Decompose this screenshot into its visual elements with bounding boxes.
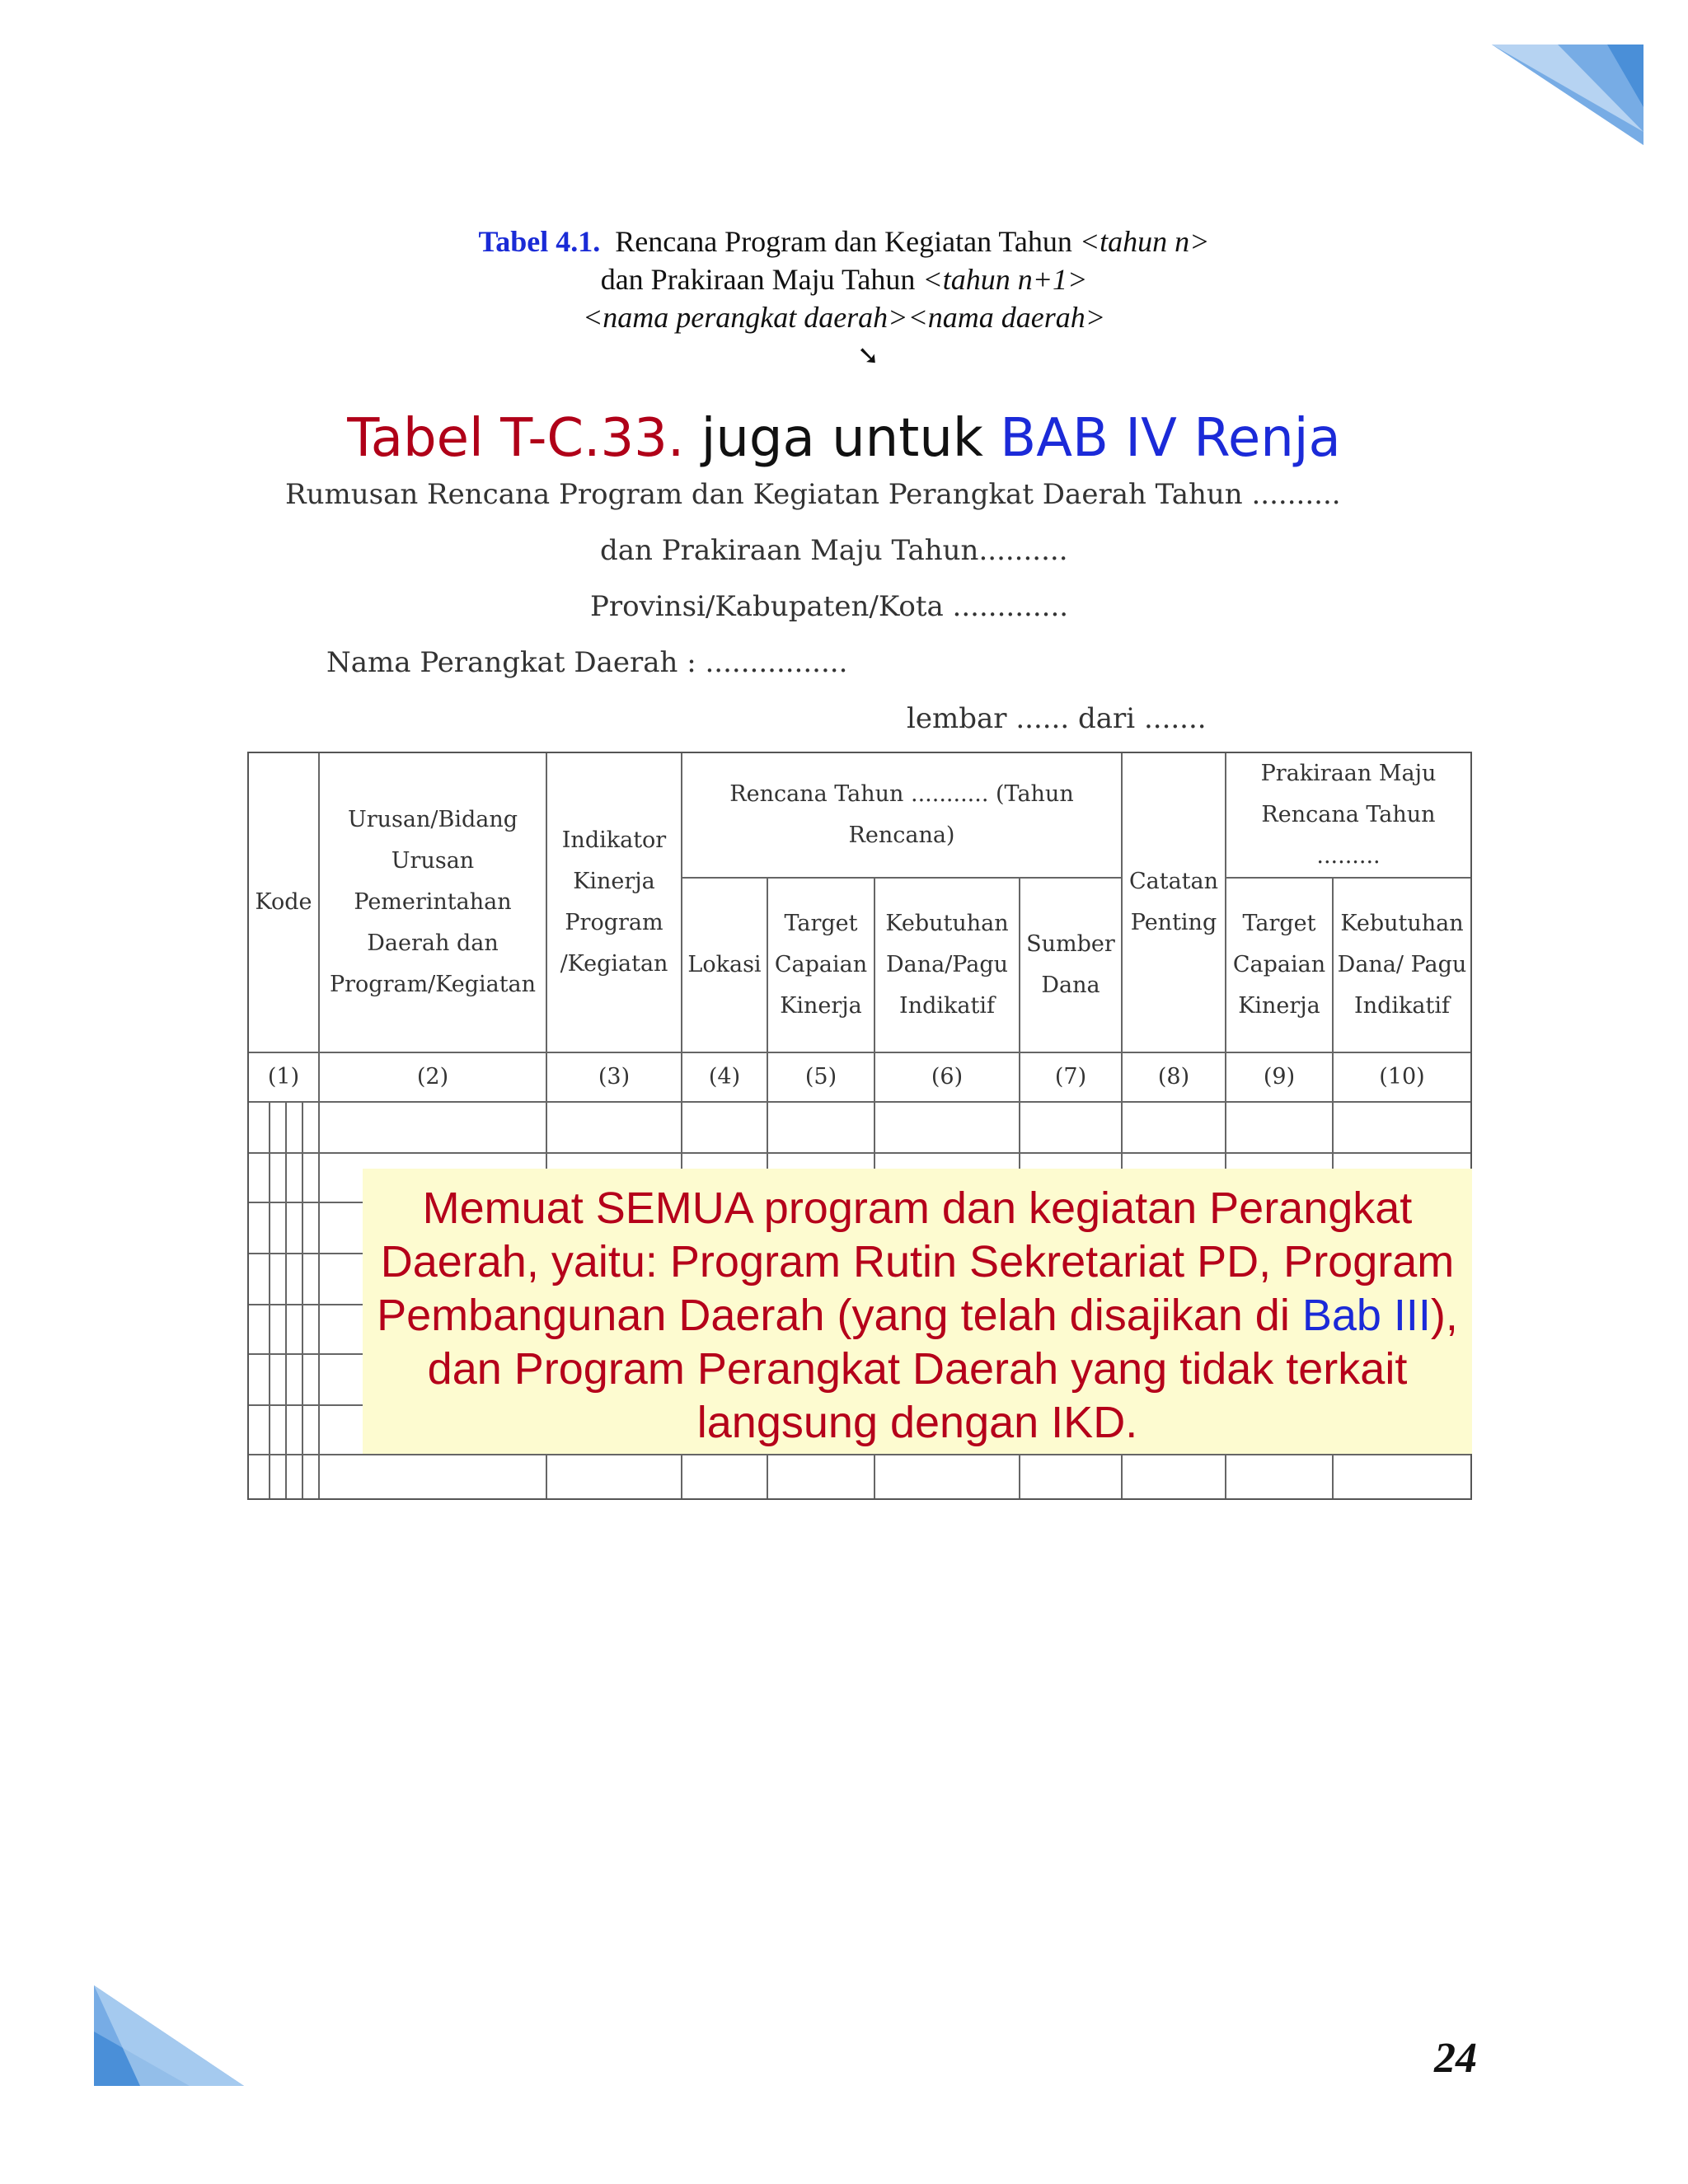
arrow-down-icon: ➘: [857, 340, 879, 370]
note-text-1: Memuat SEMUA program dan kegiatan Perangkat Daerah, yaitu: Program Rutin Sekretariat PD, Program Pembangunan Daerah (yang telah disajikan di: [377, 1183, 1455, 1340]
col-number: (5): [804, 1064, 837, 1090]
header-lokasi: Lokasi: [687, 952, 762, 977]
col-number: (7): [1054, 1064, 1087, 1090]
header-target: Target Capaian Kinerja: [774, 911, 868, 1019]
form-title-line3: Provinsi/Kabupaten/Kota .............: [590, 590, 1069, 623]
note-box: [363, 1169, 1472, 1454]
header-catatan: Catatan Penting: [1128, 869, 1219, 935]
header-kode: Kode: [255, 889, 312, 915]
col-number: (3): [598, 1064, 631, 1090]
header-kebutuhan2: Kebutuhan Dana/ Pagu Indikatif: [1337, 911, 1467, 1019]
corner-decoration-top-right: [1484, 41, 1648, 148]
slide-heading: [0, 405, 1688, 471]
header-sumber: Sumber Dana: [1026, 931, 1115, 998]
form-title-line4: Nama Perangkat Daerah : ................: [326, 646, 848, 679]
header-indikator: Indikator Kinerja Program /Kegiatan: [560, 827, 668, 977]
caption-line3-italic: <nama perangkat daerah><nama daerah>: [582, 301, 1106, 334]
form-title-line5: lembar ...... dari .......: [907, 702, 1207, 735]
col-number: (1): [267, 1064, 300, 1090]
col-number: (8): [1157, 1064, 1190, 1090]
caption-line2-italic: <tahun n+1>: [922, 263, 1088, 296]
page-number: 24: [1434, 2035, 1477, 2082]
note-text-2: ), dan Program Perangkat Daerah yang tidak terkait langsung dengan IKD.: [427, 1291, 1458, 1447]
form-title-line1: Rumusan Rencana Program dan Kegiatan Perangkat Daerah Tahun ..........: [285, 478, 1341, 511]
col-number: (4): [708, 1064, 741, 1090]
header-kebutuhan: Kebutuhan Dana/Pagu Indikatif: [885, 911, 1009, 1019]
note-text-blue: Bab III: [1301, 1291, 1431, 1340]
heading-black-part: juga untuk: [684, 408, 1001, 469]
header-target2: Target Capaian Kinerja: [1232, 911, 1326, 1019]
heading-blue-part: BAB IV Renja: [1000, 408, 1341, 469]
col-number: (6): [931, 1064, 964, 1090]
corner-decoration-bottom-left: [91, 1982, 247, 2089]
caption-line2-text: dan Prakiraan Maju Tahun: [600, 263, 923, 296]
form-title-line2: dan Prakiraan Maju Tahun..........: [600, 534, 1068, 567]
col-number: (10): [1379, 1064, 1425, 1090]
header-rencana-group: Rencana Tahun ........... (Tahun Rencana): [729, 781, 1074, 848]
table-caption: [0, 223, 1688, 336]
heading-red-part: Tabel T-C.33.: [347, 408, 685, 469]
header-urusan: Urusan/Bidang Urusan Pemerintahan Daerah dan Program/Kegiatan: [329, 807, 537, 997]
col-number: (9): [1263, 1064, 1296, 1090]
caption-line1-italic: <tahun n>: [1079, 225, 1210, 258]
caption-line1-text: Rencana Program dan Kegiatan Tahun: [615, 225, 1080, 258]
caption-label: Tabel 4.1.: [478, 225, 601, 258]
col-number: (2): [416, 1064, 449, 1090]
header-prakiraan-group: Prakiraan Maju Rencana Tahun .........: [1260, 761, 1437, 869]
